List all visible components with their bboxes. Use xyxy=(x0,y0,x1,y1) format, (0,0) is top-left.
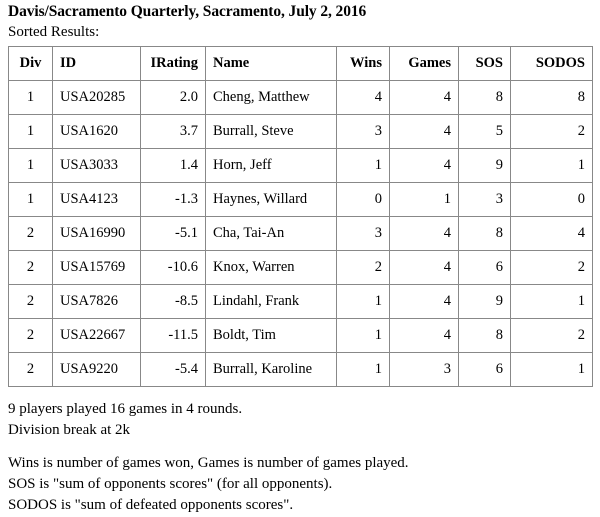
cell-sodos: 1 xyxy=(511,149,593,183)
cell-wins: 2 xyxy=(337,251,390,285)
cell-irating: -8.5 xyxy=(141,285,206,319)
cell-sos: 3 xyxy=(459,183,511,217)
table-row xyxy=(9,251,593,285)
column-header-sodos: SODOS xyxy=(511,47,593,81)
page-title: Davis/Sacramento Quarterly, Sacramento, July 2, 2016 xyxy=(8,3,367,20)
cell-name: Boldt, Tim xyxy=(206,319,337,353)
cell-name: Cha, Tai-An xyxy=(206,217,337,251)
cell-irating: -5.1 xyxy=(141,217,206,251)
legend-wins-games-line: Wins is number of games won, Games is number of games played. xyxy=(8,455,409,471)
cell-id: USA15769 xyxy=(53,251,141,285)
cell-irating: -11.5 xyxy=(141,319,206,353)
cell-wins: 3 xyxy=(337,217,390,251)
cell-id: USA1620 xyxy=(53,115,141,149)
column-header-name: Name xyxy=(206,47,337,81)
cell-sos: 8 xyxy=(459,319,511,353)
cell-sos: 5 xyxy=(459,115,511,149)
table-row xyxy=(9,285,593,319)
summary-division-break-line: Division break at 2k xyxy=(8,422,131,438)
cell-irating: 3.7 xyxy=(141,115,206,149)
cell-id: USA20285 xyxy=(53,81,141,115)
table-row xyxy=(9,319,593,353)
cell-sos: 6 xyxy=(459,353,511,387)
section-label-sorted-results: Sorted Results: xyxy=(8,24,100,40)
table-row xyxy=(9,149,593,183)
cell-div: 2 xyxy=(9,217,53,251)
table-row xyxy=(9,183,593,217)
cell-irating: 2.0 xyxy=(141,81,206,115)
cell-id: USA3033 xyxy=(53,149,141,183)
cell-games: 4 xyxy=(390,251,459,285)
cell-name: Horn, Jeff xyxy=(206,149,337,183)
notes-spacer xyxy=(8,441,409,453)
cell-name: Burrall, Karoline xyxy=(206,353,337,387)
column-header-sos: SOS xyxy=(459,47,511,81)
footer-notes xyxy=(8,399,409,516)
cell-id: USA7826 xyxy=(53,285,141,319)
cell-name: Burrall, Steve xyxy=(206,115,337,149)
cell-sos: 9 xyxy=(459,285,511,319)
cell-irating: 1.4 xyxy=(141,149,206,183)
cell-sos: 6 xyxy=(459,251,511,285)
column-header-id: ID xyxy=(53,47,141,81)
cell-wins: 1 xyxy=(337,319,390,353)
cell-sodos: 2 xyxy=(511,251,593,285)
cell-sodos: 4 xyxy=(511,217,593,251)
cell-sodos: 8 xyxy=(511,81,593,115)
cell-sodos: 2 xyxy=(511,319,593,353)
cell-name: Knox, Warren xyxy=(206,251,337,285)
summary-players-line: 9 players played 16 games in 4 rounds. xyxy=(8,401,243,417)
cell-wins: 3 xyxy=(337,115,390,149)
cell-irating: -1.3 xyxy=(141,183,206,217)
cell-wins: 4 xyxy=(337,81,390,115)
cell-irating: -10.6 xyxy=(141,251,206,285)
cell-name: Haynes, Willard xyxy=(206,183,337,217)
table-row xyxy=(9,115,593,149)
cell-games: 3 xyxy=(390,353,459,387)
cell-div: 1 xyxy=(9,183,53,217)
table-body xyxy=(9,81,593,387)
cell-games: 4 xyxy=(390,319,459,353)
cell-id: USA9220 xyxy=(53,353,141,387)
cell-sos: 8 xyxy=(459,217,511,251)
cell-div: 2 xyxy=(9,251,53,285)
table-row xyxy=(9,81,593,115)
cell-div: 1 xyxy=(9,115,53,149)
cell-games: 1 xyxy=(390,183,459,217)
cell-div: 2 xyxy=(9,353,53,387)
cell-div: 1 xyxy=(9,81,53,115)
column-header-div: Div xyxy=(9,47,53,81)
cell-sodos: 1 xyxy=(511,353,593,387)
legend-sos-line: SOS is "sum of opponents scores" (for all opponents). xyxy=(8,476,333,492)
cell-sodos: 0 xyxy=(511,183,593,217)
cell-games: 4 xyxy=(390,115,459,149)
table-row xyxy=(9,353,593,387)
cell-id: USA16990 xyxy=(53,217,141,251)
cell-games: 4 xyxy=(390,285,459,319)
cell-wins: 1 xyxy=(337,285,390,319)
legend-sodos-line: SODOS is "sum of defeated opponents scores". xyxy=(8,497,294,513)
cell-irating: -5.4 xyxy=(141,353,206,387)
cell-name: Cheng, Matthew xyxy=(206,81,337,115)
cell-wins: 1 xyxy=(337,149,390,183)
column-header-irating: IRating xyxy=(141,47,206,81)
cell-sos: 8 xyxy=(459,81,511,115)
cell-sos: 9 xyxy=(459,149,511,183)
cell-wins: 1 xyxy=(337,353,390,387)
cell-name: Lindahl, Frank xyxy=(206,285,337,319)
table-header xyxy=(9,47,593,81)
cell-wins: 0 xyxy=(337,183,390,217)
cell-div: 2 xyxy=(9,319,53,353)
cell-id: USA4123 xyxy=(53,183,141,217)
column-header-games: Games xyxy=(390,47,459,81)
cell-div: 2 xyxy=(9,285,53,319)
cell-sodos: 1 xyxy=(511,285,593,319)
cell-id: USA22667 xyxy=(53,319,141,353)
column-header-wins: Wins xyxy=(337,47,390,81)
results-table xyxy=(8,46,593,387)
cell-games: 4 xyxy=(390,81,459,115)
cell-games: 4 xyxy=(390,217,459,251)
table-row xyxy=(9,217,593,251)
cell-div: 1 xyxy=(9,149,53,183)
cell-games: 4 xyxy=(390,149,459,183)
cell-sodos: 2 xyxy=(511,115,593,149)
table-header-row xyxy=(9,47,593,81)
